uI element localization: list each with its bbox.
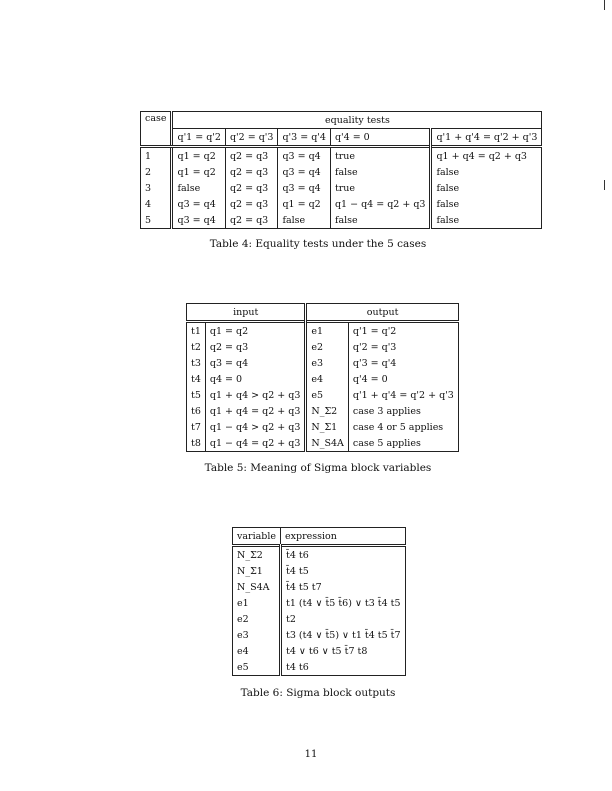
table4 <box>140 111 542 229</box>
table-row <box>233 595 406 611</box>
table5-output: q'4 = 0 <box>348 371 458 387</box>
table5-head-output: output <box>306 304 458 322</box>
table5-input: q2 = q3 <box>205 339 306 355</box>
table4-cell: false <box>172 180 225 196</box>
table5-t: t1 <box>191 325 201 337</box>
table4-case: 5 <box>145 214 152 226</box>
table4-cell: q2 = q3 <box>225 212 277 229</box>
table-row <box>141 147 542 165</box>
table-row <box>233 659 406 676</box>
table4-container <box>140 111 542 229</box>
table5-t: t6 <box>191 405 201 417</box>
table5-e: e2 <box>306 339 348 355</box>
table5-e: N_Σ1 <box>306 419 348 435</box>
table4-cell: true <box>330 180 431 196</box>
table4-cell: q2 = q3 <box>225 147 277 165</box>
table4-col-header: q'1 = q'2 <box>172 129 225 147</box>
table4-cell: q1 + q4 = q2 + q3 <box>431 147 542 165</box>
table-row <box>141 212 542 229</box>
table6 <box>232 527 406 676</box>
table-row <box>141 196 542 212</box>
table6-variable: N_S4A <box>237 581 270 593</box>
table5-t: t5 <box>191 389 201 401</box>
table4-cell: q1 − q4 = q2 + q3 <box>330 196 431 212</box>
table6-expression: t2 <box>281 611 406 627</box>
table4-case: 4 <box>145 198 152 210</box>
table5-output: case 3 applies <box>348 403 458 419</box>
table4-case: 2 <box>145 166 152 178</box>
table6-caption: Table 6: Sigma block outputs <box>240 687 396 699</box>
table4-caption: Table 4: Equality tests under the 5 cases <box>209 238 427 250</box>
table4-cell: q3 = q4 <box>172 212 225 229</box>
table5-t: t4 <box>191 373 201 385</box>
table4-cell: false <box>330 164 431 180</box>
table5-output: q'3 = q'4 <box>348 355 458 371</box>
table-row <box>233 611 406 627</box>
table6-container <box>232 527 406 676</box>
table5-t: t2 <box>191 341 201 353</box>
table6-expression: t̄4 t6 <box>281 546 406 564</box>
table4-cell: q3 = q4 <box>172 196 225 212</box>
table5-output: q'2 = q'3 <box>348 339 458 355</box>
table4-cell: false <box>431 164 542 180</box>
table4-cell: q2 = q3 <box>225 180 277 196</box>
table4-cell: q2 = q3 <box>225 196 277 212</box>
table-row <box>187 419 459 435</box>
scan-edge-mark-top <box>604 0 605 10</box>
table5-e: e4 <box>306 371 348 387</box>
table4-head-case: case <box>141 112 172 147</box>
table-row <box>141 164 542 180</box>
table4-col-header: q'4 = 0 <box>330 129 431 147</box>
table6-variable: e5 <box>237 661 249 673</box>
table4-cell: false <box>330 212 431 229</box>
page-number: 11 <box>304 749 318 760</box>
table-row <box>233 546 406 564</box>
table4-cell: false <box>431 180 542 196</box>
table-row <box>233 643 406 659</box>
table4-head-group: equality tests <box>172 112 542 129</box>
table5-input: q1 + q4 = q2 + q3 <box>205 403 306 419</box>
table4-cell: q1 = q2 <box>172 147 225 165</box>
table6-head-variable: variable <box>237 530 277 542</box>
table6-expression: t1 (t4 ∨ t̄5 t̄6) ∨ t3 t̄4 t5 <box>281 595 406 611</box>
table5-e: e3 <box>306 355 348 371</box>
table5-input: q1 − q4 = q2 + q3 <box>205 435 306 452</box>
table6-expression: t̄4 t5 <box>281 563 406 579</box>
table5-t: t7 <box>191 421 201 433</box>
table4-cell: q2 = q3 <box>225 164 277 180</box>
table5-t: t3 <box>191 357 201 369</box>
table6-variable: N_Σ1 <box>237 565 263 577</box>
table5-head-input: input <box>233 306 259 318</box>
table6-expression: t4 t6 <box>281 659 406 676</box>
table4-col-header: q'3 = q'4 <box>278 129 330 147</box>
table-row <box>233 579 406 595</box>
table-row <box>141 180 542 196</box>
table5-t: t8 <box>191 437 201 449</box>
table5-output: q'1 = q'2 <box>348 322 458 340</box>
table4-cell: true <box>330 147 431 165</box>
table6-expression: t4 ∨ t6 ∨ t5 t̄7 t8 <box>281 643 406 659</box>
table5-e: e1 <box>306 322 348 340</box>
table6-variable: e3 <box>237 629 249 641</box>
table5-header-row <box>187 304 459 322</box>
table6-variable: e1 <box>237 597 249 609</box>
table5-container <box>186 303 459 452</box>
table-row <box>187 322 459 340</box>
table4-column-header-row <box>141 129 542 147</box>
table5-e: N_S4A <box>306 435 348 452</box>
table5-e: e5 <box>306 387 348 403</box>
table5-output: case 4 or 5 applies <box>348 419 458 435</box>
table5-output: case 5 applies <box>348 435 458 452</box>
table-row <box>187 403 459 419</box>
table-row <box>187 371 459 387</box>
table-row <box>233 563 406 579</box>
table4-cell: false <box>431 212 542 229</box>
table4-cell: false <box>278 212 330 229</box>
table-row <box>187 435 459 452</box>
table6-head-expression: expression <box>281 528 406 546</box>
table6-variable: e4 <box>237 645 249 657</box>
table4-case: 3 <box>145 182 152 194</box>
table6-expression: t3 (t4 ∨ t̄5) ∨ t1 t̄4 t5 t̄7 <box>281 627 406 643</box>
table4-col-header: q'2 = q'3 <box>225 129 277 147</box>
table-row <box>233 627 406 643</box>
table6-variable: e2 <box>237 613 249 625</box>
table5-input: q1 − q4 > q2 + q3 <box>205 419 306 435</box>
table4-case: 1 <box>145 150 152 162</box>
table-row <box>187 387 459 403</box>
table6-expression: t̄4 t5 t7 <box>281 579 406 595</box>
table5-caption: Table 5: Meaning of Sigma block variables <box>204 462 432 474</box>
table5 <box>186 303 459 452</box>
table4-col-header: q'1 + q'4 = q'2 + q'3 <box>431 129 542 147</box>
table4-cell: false <box>431 196 542 212</box>
table4-cell: q1 = q2 <box>278 196 330 212</box>
table6-header-row <box>233 528 406 546</box>
table6-variable: N_Σ2 <box>237 549 263 561</box>
table-row <box>187 339 459 355</box>
table5-input: q4 = 0 <box>205 371 306 387</box>
table5-input: q3 = q4 <box>205 355 306 371</box>
table-row <box>187 355 459 371</box>
table5-output: q'1 + q'4 = q'2 + q'3 <box>348 387 458 403</box>
table4-cell: q3 = q4 <box>278 164 330 180</box>
table4-cell: q3 = q4 <box>278 147 330 165</box>
table4-cell: q3 = q4 <box>278 180 330 196</box>
table5-input: q1 + q4 > q2 + q3 <box>205 387 306 403</box>
table4-cell: q1 = q2 <box>172 164 225 180</box>
table5-input: q1 = q2 <box>205 322 306 340</box>
table5-e: N_Σ2 <box>306 403 348 419</box>
scan-edge-mark-middle <box>604 180 605 190</box>
